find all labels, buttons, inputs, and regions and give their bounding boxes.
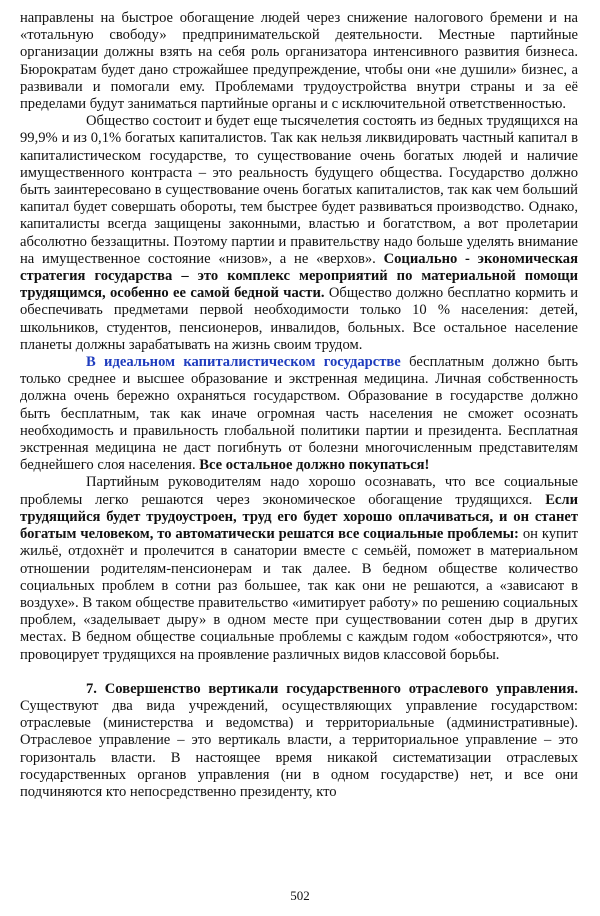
paragraph-4-bold: Если трудящийся будет трудоустроен, труд его будет хорошо оплачиваться, и он станет богатым человеком, то автоматически решатся все социальные проблемы:	[20, 491, 578, 543]
paragraph-4-text: Партийным руководителям надо хорошо осознавать, что все социальные проблемы легко решаются через экономическое обогащение трудящихся.	[20, 474, 578, 508]
paragraph-3-text: бесплатным должно быть только среднее и высшее образование и экстренная медицина. Личная собственность должна очень бережно охраняться государством. Образование в государстве должно быть бесплатным, так как иначе огромная часть населения не сможет осознать необходимость и правильность глобальной политики партии и президента. Бесплатная экстренная медицина не даст погибнуть от болезни многочисленным представителям беднейшего слоя населения.	[20, 354, 578, 474]
paragraph-3-bold: Все остальное должно покупаться!	[199, 457, 430, 474]
section-7-paragraph	[20, 681, 578, 801]
section-7-text: Существуют два вида учреждений, осуществляющих управление государством: отраслевые (министерства и ведомства) и территориальные (административные). Отраслевое управление – это вертикаль власти, а территориальное управление – это горизонталь власти. В настоящее время никакой систематизации отраслевых государственных органов управления (ни в одном государстве) нет, и все они подчиняются кто непосредственно президенту, кто	[20, 697, 578, 800]
paragraph-1: направлены на быстрое обогащение людей через снижение налогового бремени и на «тотальную свободу» предпринимательской деятельности. Местные партийные организации должны взять на себя роль организатора интенсивного развития бизнеса. Бюрократам будет дано строжайшее предупреждение, чтобы они «не душили» бизнес, а развивали и помогали ему. Проблемами трудоустройства внутри страны и за её пределами будут заниматься партийные органы и с исключительной ответственностью.	[20, 10, 578, 113]
paragraph-2	[20, 113, 578, 354]
paragraph-4	[20, 474, 578, 663]
paragraph-2-tail: Общество должно бесплатно кормить и обеспечивать предметами первой необходимости только 10 % населения: детей, школьников, студентов, пенсионеров, инвалидов, больных. Все остальное население планеты должны зарабатывать на жизнь своим трудом.	[20, 285, 579, 353]
paragraph-2-text: Общество состоит и будет еще тысячелетия состоять из бедных трудящихся на 99,9% и из 0,1% богатых капиталистов. Так как нельзя ликвидировать частный капитал в капиталистическом государстве, то существование очень богатых людей и наличие имущественного контраста – это реальность будущего общества. Государство должно быть заинтересовано в существование очень богатых капиталистов, так как чем больший капитал будет совершать обороты, тем быстрее будет развиваться производство. Однако, капиталисты всегда защищены законными, властью и богатством, а вот пролетарии абсолютно беззащитны. Поэтому партии и правительству надо больше уделять внимание на имущественное состояние «низов», а не «верхов».	[20, 113, 578, 267]
page-number: 502	[290, 888, 310, 903]
paragraph-3-highlight: В идеальном капиталистическом государстве	[86, 354, 401, 371]
paragraph-2-bold: Социально - экономическая стратегия государства – это комплекс мероприятий по материальной помощи трудящимся, особенно ее самой бедной части.	[20, 250, 578, 302]
paragraph-4-tail: он купит жильё, отдохнёт и пролечится в санатории вместе с семьёй, поможет в материальном отношении родителям-пенсионерам и так далее. В бедном обществе количество социальных проблем в сотни раз большее, так как они не решаются, а «зависают в воздухе». В таком обществе правительство «имитирует работу» по решению социальных проблем, «заделывает дыру» в одном месте при существовании сотен дыр в других местах. В бедном обществе социальные проблемы с каждым годом «обостряются», что провоцирует трудящихся на проявление различных видов классовой борьбы.	[20, 526, 578, 663]
section-7-heading: 7. Совершенство вертикали государственного отраслевого управления.	[86, 680, 578, 697]
paragraph-3	[20, 354, 578, 474]
